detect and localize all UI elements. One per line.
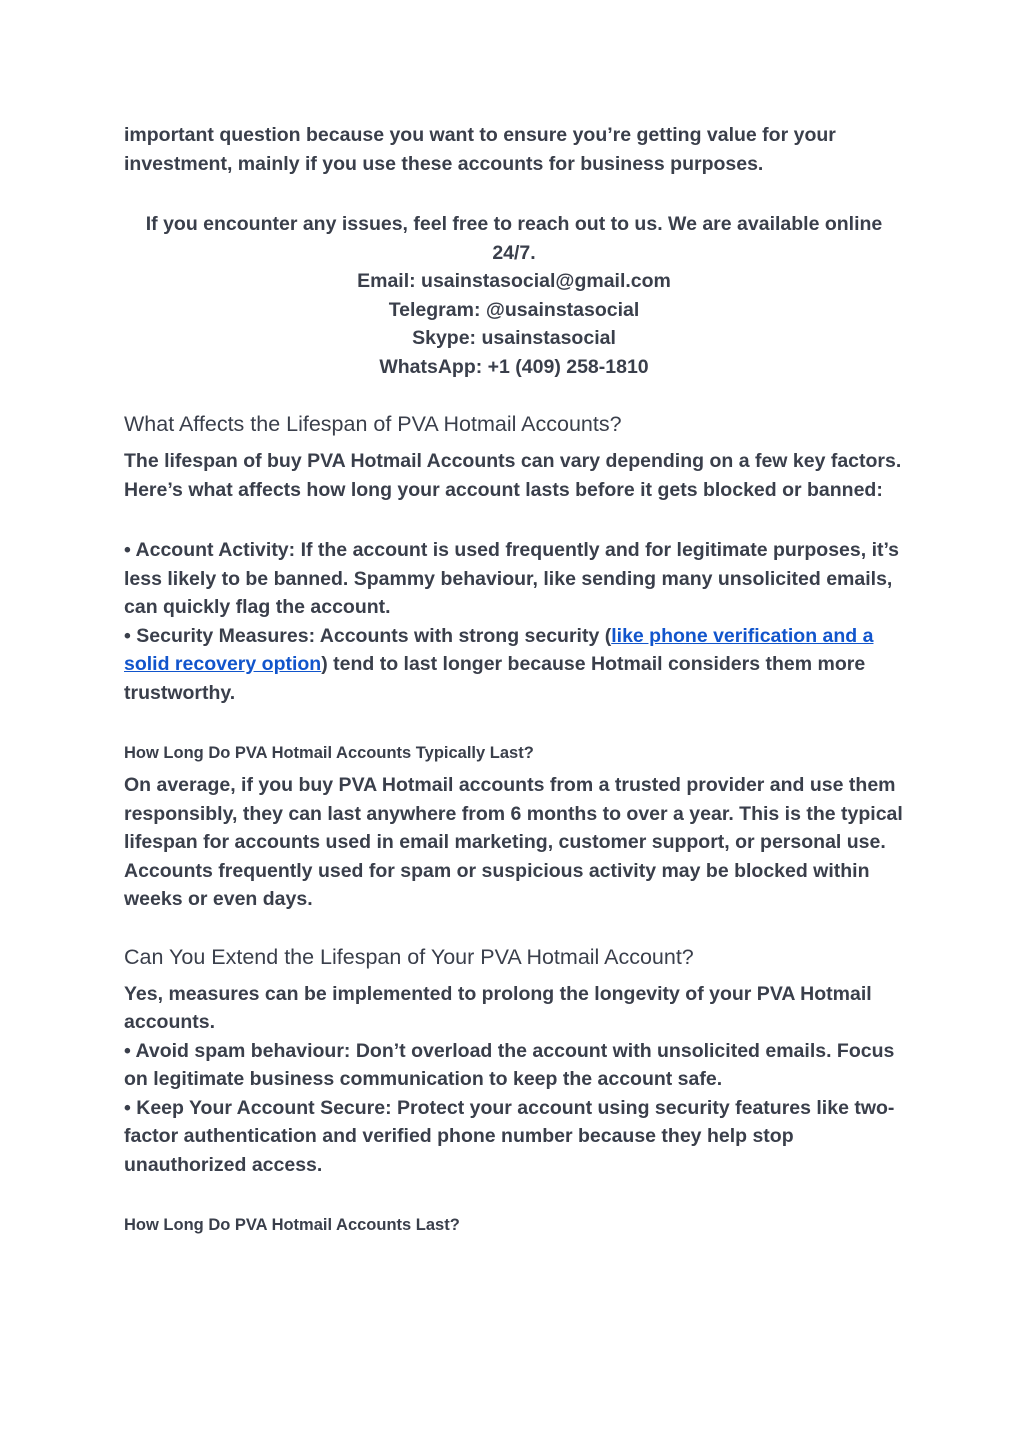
section-paragraph-lifespan-factors: The lifespan of buy PVA Hotmail Accounts can vary depending on a few key factors. Here’s what affects how long your account lasts before it gets blocked or banned:	[124, 450, 902, 501]
subheading-how-long-last: How Long Do PVA Hotmail Accounts Last?	[124, 1216, 460, 1234]
contact-block	[124, 210, 904, 381]
contact-telegram: Telegram: @usainstasocial	[388, 298, 640, 321]
contact-whatsapp: WhatsApp: +1 (409) 258-1810	[379, 355, 649, 378]
bullet-security-text-after: ) tend to last longer because Hotmail considers them more trustworthy.	[124, 653, 866, 704]
subheading-typical-lifespan: How Long Do PVA Hotmail Accounts Typically Last?	[124, 744, 534, 762]
section-heading-extend-lifespan: Can You Extend the Lifespan of Your PVA Hotmail Account?	[124, 944, 694, 969]
section-heading-lifespan-factors: What Affects the Lifespan of PVA Hotmail Accounts?	[124, 412, 622, 436]
contact-skype: Skype: usainstasocial	[412, 327, 616, 349]
paragraph-typical-lifespan: On average, if you buy PVA Hotmail accounts from a trusted provider and use them responsibly, they can last anywhere from 6 months to over a year. This is the typical lifespan for accounts used in email marketing, customer support, or personal use. Accounts frequently used for spam or suspicious activity may be blocked within weeks or even days.	[124, 774, 903, 910]
intro-paragraph: important question because you want to ensure you’re getting value for your investment, mainly if you use these accounts for business purposes.	[124, 124, 836, 175]
contact-email: Email: usainstasocial@gmail.com	[357, 270, 671, 292]
bullet-account-activity: • Account Activity: If the account is used frequently and for legitimate purposes, it’s less likely to be banned. Spammy behaviour, like sending many unsolicited emails, can quickly flag the account.	[124, 539, 900, 618]
bullet-security-measures	[124, 622, 904, 708]
recovery-option-link[interactable]: like phone verification and a solid recovery option	[124, 624, 874, 675]
paragraph-extend-lifespan: Yes, measures can be implemented to prolong the longevity of your PVA Hotmail accounts.	[124, 982, 872, 1033]
contact-availability: If you encounter any issues, feel free to reach out to us. We are available online 24/7.	[145, 213, 883, 264]
bullet-avoid-spam: • Avoid spam behaviour: Don’t overload the account with unsolicited emails. Focus on legitimate business communication to keep the account safe.	[124, 1039, 895, 1090]
document-page	[124, 121, 904, 1237]
bullet-security-text-before: • Security Measures: Accounts with strong security (	[124, 624, 612, 647]
bullet-keep-secure: • Keep Your Account Secure: Protect your account using security features like two-factor authentication and verified phone number because they help stop unauthorized access.	[124, 1096, 895, 1176]
